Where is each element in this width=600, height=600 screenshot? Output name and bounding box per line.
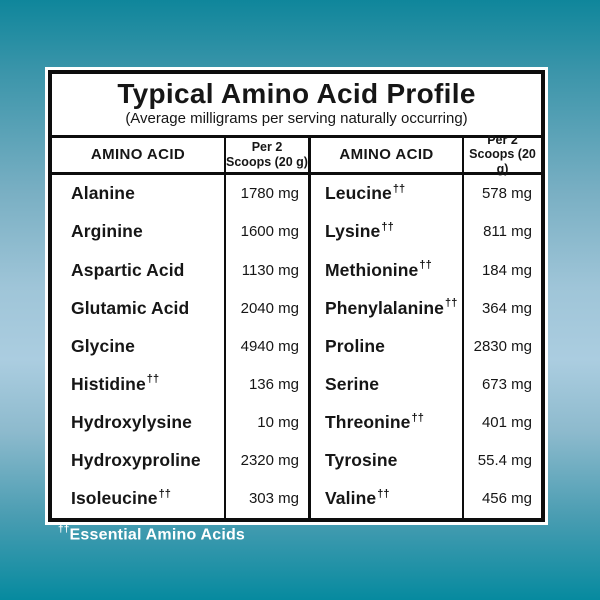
- amino-acid-name: [52, 213, 224, 251]
- amino-acid-name: [52, 289, 224, 327]
- page-title: Typical Amino Acid Profile: [117, 78, 476, 109]
- per2-line2: Scoops (20 g): [469, 147, 536, 176]
- amino-acid-label: Hydroxylysine: [71, 412, 192, 433]
- table-row: [52, 213, 308, 251]
- daggers-symbol: ††: [58, 524, 70, 535]
- amino-acid-label: Glutamic Acid: [71, 297, 190, 318]
- page-subtitle: (Average milligrams per serving naturally occurring): [125, 110, 468, 128]
- per2-line1: Per 2: [487, 133, 518, 148]
- amino-acid-label: Arginine: [71, 221, 143, 242]
- table-left-half: [52, 175, 308, 518]
- table-row: [311, 289, 541, 327]
- table-header-row: [52, 133, 541, 176]
- amino-acid-name: Lysine ††: [325, 220, 394, 242]
- amino-acid-name: Valine ††: [325, 487, 390, 509]
- amino-acid-name: Isoleucine ††: [71, 487, 172, 509]
- essential-amino-acids-footnote: [58, 525, 245, 544]
- table-right-half: [308, 175, 541, 518]
- amino-acid-amount: 10 mg: [224, 404, 308, 442]
- table-row: [52, 175, 308, 213]
- amino-acid-label: Glycine: [71, 335, 135, 356]
- table-row: [311, 213, 541, 251]
- column-header-amino-acid-left: AMINO ACID: [90, 146, 186, 164]
- amino-acid-label: Hydroxyproline: [71, 450, 201, 471]
- amino-acid-label: Lysine: [325, 221, 381, 242]
- amino-acid-name: [311, 442, 462, 480]
- amino-acid-amount: 1130 mg: [224, 251, 308, 289]
- amino-acid-amount: 1780 mg: [224, 175, 308, 213]
- amino-acid-name: Threonine ††: [325, 411, 424, 433]
- amino-acid-amount: 673 mg: [462, 365, 541, 403]
- amino-acid-amount: 184 mg: [462, 251, 541, 289]
- amino-acid-label: Valine: [325, 488, 377, 509]
- table-row: [311, 480, 541, 518]
- amino-acid-name: [52, 442, 224, 480]
- amino-acid-name: [52, 175, 224, 213]
- per2-line1: Per 2: [251, 140, 283, 155]
- amino-acid-amount: 364 mg: [462, 289, 541, 327]
- table-row: [52, 442, 308, 480]
- amino-acid-label: Leucine: [325, 183, 392, 204]
- table-row: [311, 442, 541, 480]
- table-row: [52, 480, 308, 518]
- title-block: [52, 74, 541, 138]
- amino-acid-name: [52, 404, 224, 442]
- footnote-label: Essential Amino Acids: [69, 526, 246, 544]
- amino-acid-label: Tyrosine: [325, 450, 398, 471]
- amino-acid-name: [52, 251, 224, 289]
- amino-acid-name: Methionine ††: [325, 259, 432, 280]
- table-row: [52, 251, 308, 289]
- column-header-per-2-scoops-right: [462, 133, 541, 176]
- amino-acid-amount: 2320 mg: [224, 442, 308, 480]
- amino-acid-label: Isoleucine: [71, 488, 158, 509]
- amino-acid-label: Methionine: [325, 259, 419, 280]
- amino-acid-label: Alanine: [71, 183, 135, 204]
- amino-acid-label: Serine: [325, 373, 380, 394]
- amino-acid-amount: 2830 mg: [462, 327, 541, 365]
- table-row: [311, 327, 541, 365]
- amino-acid-amount: 136 mg: [224, 365, 308, 403]
- amino-acid-label: Proline: [325, 335, 386, 356]
- table-body: [52, 175, 541, 518]
- amino-acid-label: Phenylalanine: [325, 297, 444, 318]
- column-header-amino-acid-right: AMINO ACID: [308, 138, 462, 172]
- amino-acid-name: [52, 327, 224, 365]
- amino-acid-name: Phenylalanine ††: [325, 297, 458, 318]
- amino-acid-amount: 401 mg: [462, 404, 541, 442]
- amino-acid-amount: 456 mg: [462, 480, 541, 518]
- table-row: [311, 251, 541, 289]
- column-header-per-2-scoops-left: [224, 138, 308, 172]
- table-row: [311, 365, 541, 403]
- amino-acid-name: [311, 327, 462, 365]
- table-row: [311, 175, 541, 213]
- table-row: [52, 404, 308, 442]
- table-row: [52, 289, 308, 327]
- table-row: [52, 327, 308, 365]
- amino-acid-amount: 811 mg: [462, 213, 541, 251]
- table-row: [311, 404, 541, 442]
- amino-acid-amount: 303 mg: [224, 480, 308, 518]
- amino-acid-name: [311, 365, 462, 403]
- amino-acid-label: Threonine: [325, 412, 411, 433]
- amino-acid-amount: 1600 mg: [224, 213, 308, 251]
- amino-acid-name: Leucine ††: [325, 182, 406, 204]
- table-row: [52, 365, 308, 403]
- amino-acid-amount: 578 mg: [462, 175, 541, 213]
- amino-acid-name: Histidine ††: [71, 373, 160, 394]
- amino-acid-amount: 4940 mg: [224, 327, 308, 365]
- amino-acid-label: Histidine: [71, 373, 146, 394]
- per2-line2: Scoops (20 g): [226, 154, 308, 169]
- amino-acid-amount: 2040 mg: [224, 289, 308, 327]
- amino-acid-profile-card: [48, 70, 545, 522]
- amino-acid-label: Aspartic Acid: [71, 259, 185, 280]
- amino-acid-amount: 55.4 mg: [462, 442, 541, 480]
